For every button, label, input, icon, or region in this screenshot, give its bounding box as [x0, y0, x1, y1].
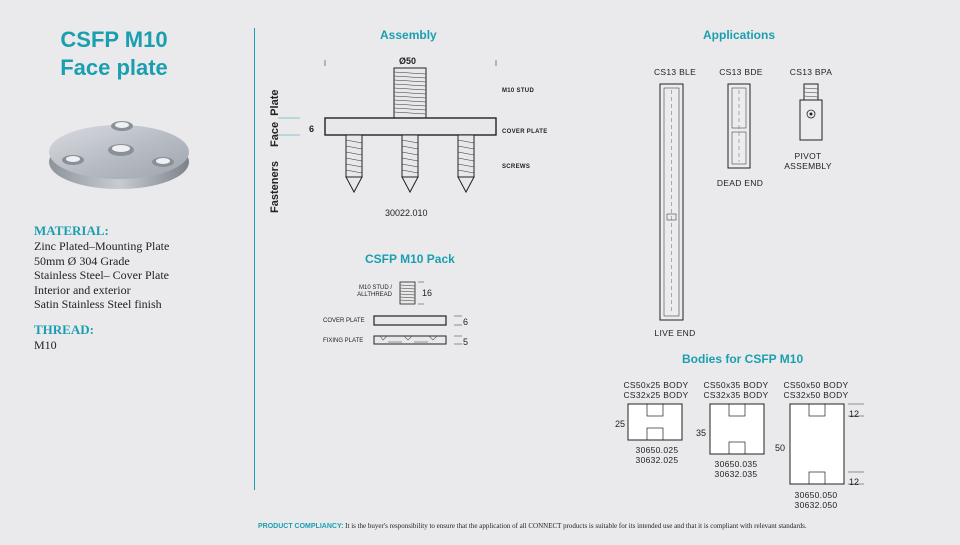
screw-2	[402, 135, 418, 192]
app-bpa-name: CS13 BPA	[789, 67, 833, 77]
app-ble-caption: LIVE END	[654, 328, 696, 338]
pack-fixing-dim: 5	[463, 337, 469, 347]
label-m10-stud: M10 STUD	[502, 88, 535, 94]
bodies-heading: Bodies for CSFP M10	[682, 352, 804, 366]
face-plate-image	[46, 112, 196, 192]
body-50-slot-top: 12	[849, 409, 860, 419]
thread-heading: THREAD:	[34, 322, 94, 337]
label-cover-plate: COVER PLATE	[502, 129, 548, 135]
assembly-diameter: Ø50	[399, 56, 417, 66]
body-50-name	[776, 380, 856, 400]
screw-3	[458, 135, 474, 192]
body-35-name2: CS32x35 BODY	[703, 390, 769, 400]
applications-heading: Applications	[703, 28, 776, 42]
pack-stud-dim: 16	[422, 288, 433, 298]
compliancy-footer	[258, 522, 958, 530]
material-line-4: Interior and exterior	[34, 282, 131, 297]
body-25-code1: 30650.025	[635, 445, 679, 455]
pack-fixing-drawing	[374, 336, 474, 348]
column-divider	[254, 28, 255, 490]
body-50-name2: CS32x50 BODY	[783, 390, 849, 400]
body-50-codes	[776, 490, 856, 510]
body-50-dim: 50	[775, 443, 786, 453]
compliancy-text: It is the buyer's responsibility to ensure that the application of all CONNECT products is suitable for its intended use and that it is compliant with relevant standards.	[345, 522, 807, 530]
body-50-code1: 30650.050	[794, 490, 838, 500]
body-50-name1: CS50x50 BODY	[783, 380, 849, 390]
pack-heading: CSFP M10 Pack	[365, 252, 455, 266]
body-35-codes	[696, 459, 776, 479]
material-line-5: Satin Stainless Steel finish	[34, 297, 162, 311]
body-35-name1: CS50x35 BODY	[703, 380, 769, 390]
pack-cover-label: COVER PLATE	[323, 318, 365, 324]
side-label-fasteners: Fasteners	[269, 161, 281, 213]
body-25-drawing	[628, 404, 688, 444]
thread-value: M10	[34, 338, 57, 352]
body-25-name	[616, 380, 696, 400]
app-bde-name: CS13 BDE	[719, 67, 763, 77]
assembly-part-number: 30022.010	[385, 208, 428, 218]
pack-cover-dim: 6	[463, 317, 469, 327]
body-25-codes	[617, 445, 697, 465]
pack-fixing-label: FIXING PLATE	[323, 338, 364, 344]
assembly-heading: Assembly	[380, 28, 437, 42]
assembly-thickness: 6	[309, 124, 315, 134]
product-title	[24, 26, 204, 82]
body-35-dim: 35	[696, 428, 707, 438]
side-label-face-plate: Face Plate	[269, 89, 281, 147]
body-50-code2: 30632.050	[794, 500, 838, 510]
compliancy-label: PRODUCT COMPLIANCY:	[258, 523, 344, 530]
product-title-line1: CSFP M10	[60, 27, 168, 52]
app-ble-drawing	[660, 84, 690, 324]
body-35-name	[696, 380, 776, 400]
body-25-dim: 25	[615, 419, 626, 429]
body-25-code2: 30632.025	[635, 455, 679, 465]
pack-cover-drawing	[374, 316, 474, 328]
body-35-drawing	[710, 404, 770, 458]
material-line-3: Stainless Steel– Cover Plate	[34, 268, 169, 282]
material-line-1: Zinc Plated–Mounting Plate	[34, 239, 170, 253]
thread-section	[34, 322, 234, 353]
body-25-name2: CS32x25 BODY	[623, 390, 689, 400]
label-screws: SCREWS	[502, 164, 531, 170]
app-ble-name: CS13 BLE	[653, 67, 697, 77]
app-bde-caption: DEAD END	[716, 178, 764, 188]
product-title-line2: Face plate	[60, 55, 168, 80]
app-bpa-caption: PIVOT ASSEMBLY	[784, 151, 832, 171]
material-heading: MATERIAL:	[34, 223, 109, 238]
body-35-code2: 30632.035	[714, 469, 758, 479]
screw-1	[346, 135, 362, 192]
material-line-2: 50mm Ø 304 Grade	[34, 253, 130, 268]
body-35-code1: 30650.035	[714, 459, 758, 469]
app-bpa-drawing	[798, 84, 828, 144]
app-bde-drawing	[728, 84, 758, 174]
pack-stud-label: M10 STUD / ALLTHREAD	[357, 285, 392, 298]
body-25-name1: CS50x25 BODY	[623, 380, 689, 390]
material-section	[34, 223, 244, 312]
body-50-slot-bottom: 12	[849, 477, 860, 487]
